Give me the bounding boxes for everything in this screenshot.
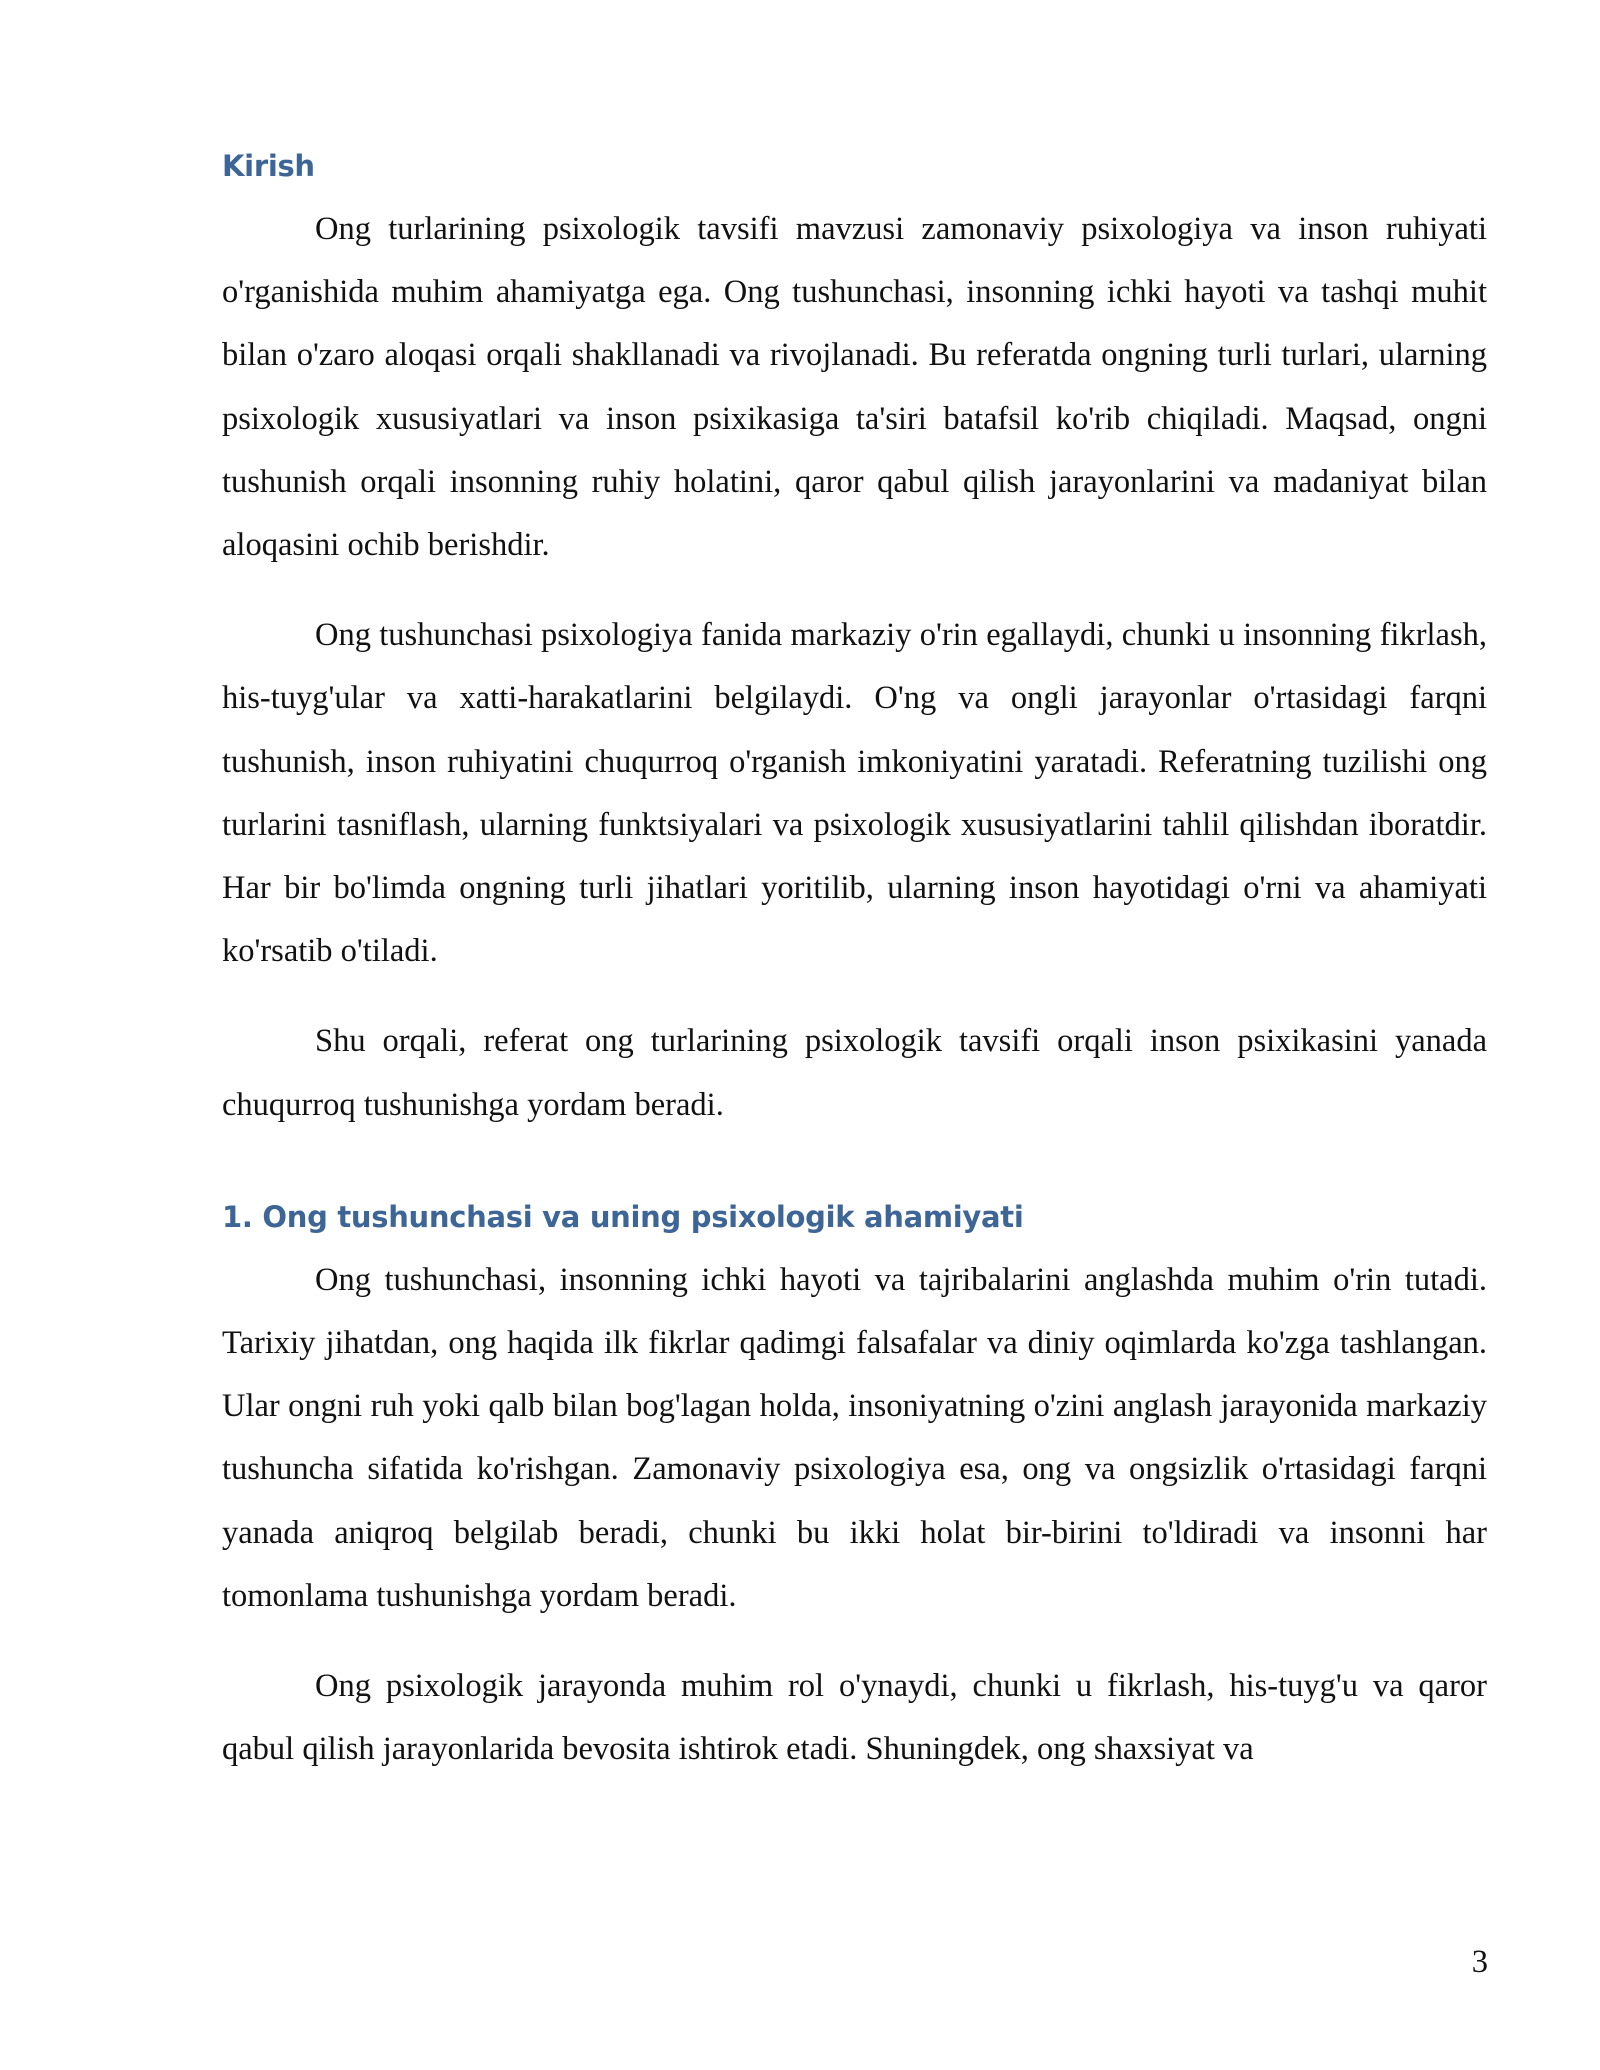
- page-number: 3: [1471, 1944, 1488, 1980]
- paragraph: Ong psixologik jarayonda muhim rol o'ynaydi, chunki u fikrlash, his-tuyg'u va qaror qabul qilish jarayonlarida bevosita ishtirok etadi. Shuningdek, ong shaxsiyat va: [222, 1668, 1487, 1768]
- paragraph: Ong turlarining psixologik tavsifi mavzusi zamonaviy psixologiya va inson ruhiyati o'rganishida muhim ahamiyatga ega. Ong tushunchasi, insonning ichki hayoti va tashqi muhit bilan o'zaro aloqasi orqali shakllanadi va rivojlanadi. Bu referatda ongning turli turlari, ularning psixologik xususiyatlari va inson psixikasiga ta'siri batafsil ko'rib chiqiladi. Maqsad, ongni tushunish orqali insonning ruhiy holatini, qaror qabul qilish jarayonlarini va madaniyat bilan aloqasini ochib berishdir.: [222, 211, 1487, 564]
- paragraph: Shu orqali, referat ong turlarining psixologik tavsifi orqali inson psixikasini yanada chuqurroq tushunishga yordam beradi.: [222, 1023, 1487, 1123]
- section-heading-1: 1. Ong tushunchasi va uning psixologik ahamiyati: [222, 1199, 1024, 1234]
- section-heading-introduction: Kirish: [222, 149, 315, 183]
- paragraph: Ong tushunchasi, insonning ichki hayoti va tajribalarini anglashda muhim o'rin tutadi. Tarixiy jihatdan, ong haqida ilk fikrlar qadimgi falsafalar va diniy oqimlarda ko'zga tashlangan. Ular ongni ruh yoki qalb bilan bog'lagan holda, insoniyatning o'zini anglash jarayonida markaziy tushuncha sifatida ko'rishgan. Zamonaviy psixologiya esa, ong va ongsizlik o'rtasidagi farqni yanada aniqroq belgilab beradi, chunki bu ikki holat bir-birini to'ldiradi va insonni har tomonlama tushunishga yordam beradi.: [222, 1261, 1487, 1614]
- paragraph: Ong tushunchasi psixologiya fanida markaziy o'rin egallaydi, chunki u insonning fikrlash, his-tuyg'ular va xatti-harakatlarini belgilaydi. O'ng va ongli jarayonlar o'rtasidagi farqni tushunish, inson ruhiyatini chuqurroq o'rganish imkoniyatini yaratadi. Referatning tuzilishi ong turlarini tasniflash, ularning funktsiyalari va psixologik xususiyatlarini tahlil qilishdan iboratdir. Har bir bo'limda ongning turli jihatlari yoritilib, ularning inson hayotidagi o'rni va ahamiyati ko'rsatib o'tiladi.: [222, 617, 1487, 970]
- page-body: [222, 146, 1487, 1808]
